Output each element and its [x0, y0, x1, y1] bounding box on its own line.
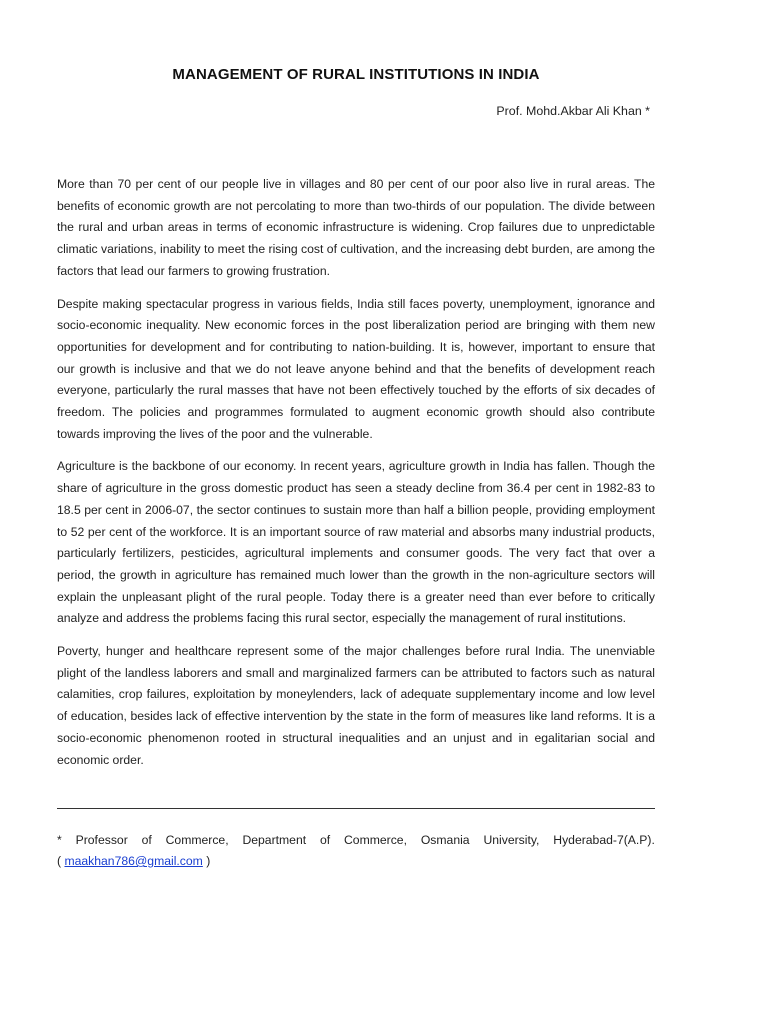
footnote-word: of	[319, 833, 331, 847]
footnote-word: Department	[242, 833, 307, 847]
paragraph-3: Agriculture is the backbone of our economy. In recent years, agriculture growth in India has fallen. Though the share of agriculture in the gross domestic product has seen a steady decline from 36.4 per cent in 1982-83 to 18.5 per cent in 2006-07, the sector continues to sustain more than half a billion people, providing employment to 52 per cent of the workforce. It is an important source of raw material and absorbs many industrial products, particularly fertilizers, pesticides, agricultural implements and consumer goods. The very fact that over a period, the growth in agriculture has remained much lower than the growth in the non-agriculture sectors will explain the unpleasant plight of the rural people. Today there is a greater need than ever before to critically analyze and address the problems facing this rural sector, especially the management of rural institutions.	[57, 459, 655, 626]
email-link[interactable]: maakhan786@gmail.com	[64, 854, 203, 868]
footnote-word: University,	[483, 833, 540, 847]
footnote-word: Commerce,	[343, 833, 407, 847]
footnote-word: of	[141, 833, 152, 847]
document-body	[57, 174, 655, 782]
footnote-contact	[57, 851, 655, 872]
author-line: Prof. Mohd.Akbar Ali Khan *	[496, 104, 650, 118]
footnote	[57, 830, 655, 872]
footnote-word: *	[57, 833, 62, 847]
footnote-word: Commerce,	[165, 833, 229, 847]
open-paren: (	[57, 854, 65, 868]
footnote-affiliation	[57, 830, 655, 851]
close-paren: )	[202, 854, 211, 868]
document-title: MANAGEMENT OF RURAL INSTITUTIONS IN INDIA	[172, 66, 540, 83]
paragraph-4: Poverty, hunger and healthcare represent some of the major challenges before rural India. The unenviable plight of the landless laborers and small and marginalized farmers can be attributed to factors such as natural calamities, crop failures, exploitation by moneylenders, lack of adequate supplementary income and low level of education, besides lack of effective intervention by the state in the form of measures like land reforms. It is a socio-economic phenomenon rooted in structural inequalities and an unjust and in egalitarian social and economic order.	[57, 644, 655, 767]
paragraph-2: Despite making spectacular progress in various fields, India still faces poverty, unemployment, ignorance and socio-economic inequality. New economic forces in the post liberalization period are bringing with them new opportunities for development and for contributing to nation-building. It is, however, important to ensure that our growth is inclusive and that we do not leave anyone behind and that the benefits of development reach everyone, particularly the rural masses that have not been effectively touched by the efforts of six decades of freedom. The policies and programmes formulated to augment economic growth should also contribute towards improving the lives of the poor and the vulnerable.	[57, 296, 655, 441]
footnote-word: Professor	[75, 833, 128, 847]
footnote-separator	[57, 808, 655, 809]
footnote-word: Osmania	[420, 833, 470, 847]
paragraph-1: More than 70 per cent of our people live in villages and 80 per cent of our poor also live in rural areas. The benefits of economic growth are not percolating to more than two-thirds of our population. The divide between the rural and urban areas in terms of economic infrastructure is widening. Crop failures due to unpredictable climatic variations, inability to meet the rising cost of cultivation, and the increasing debt burden, are among the factors that lead our farmers to growing frustration.	[57, 177, 655, 278]
footnote-word: Hyderabad-7(A.P).	[553, 833, 655, 847]
